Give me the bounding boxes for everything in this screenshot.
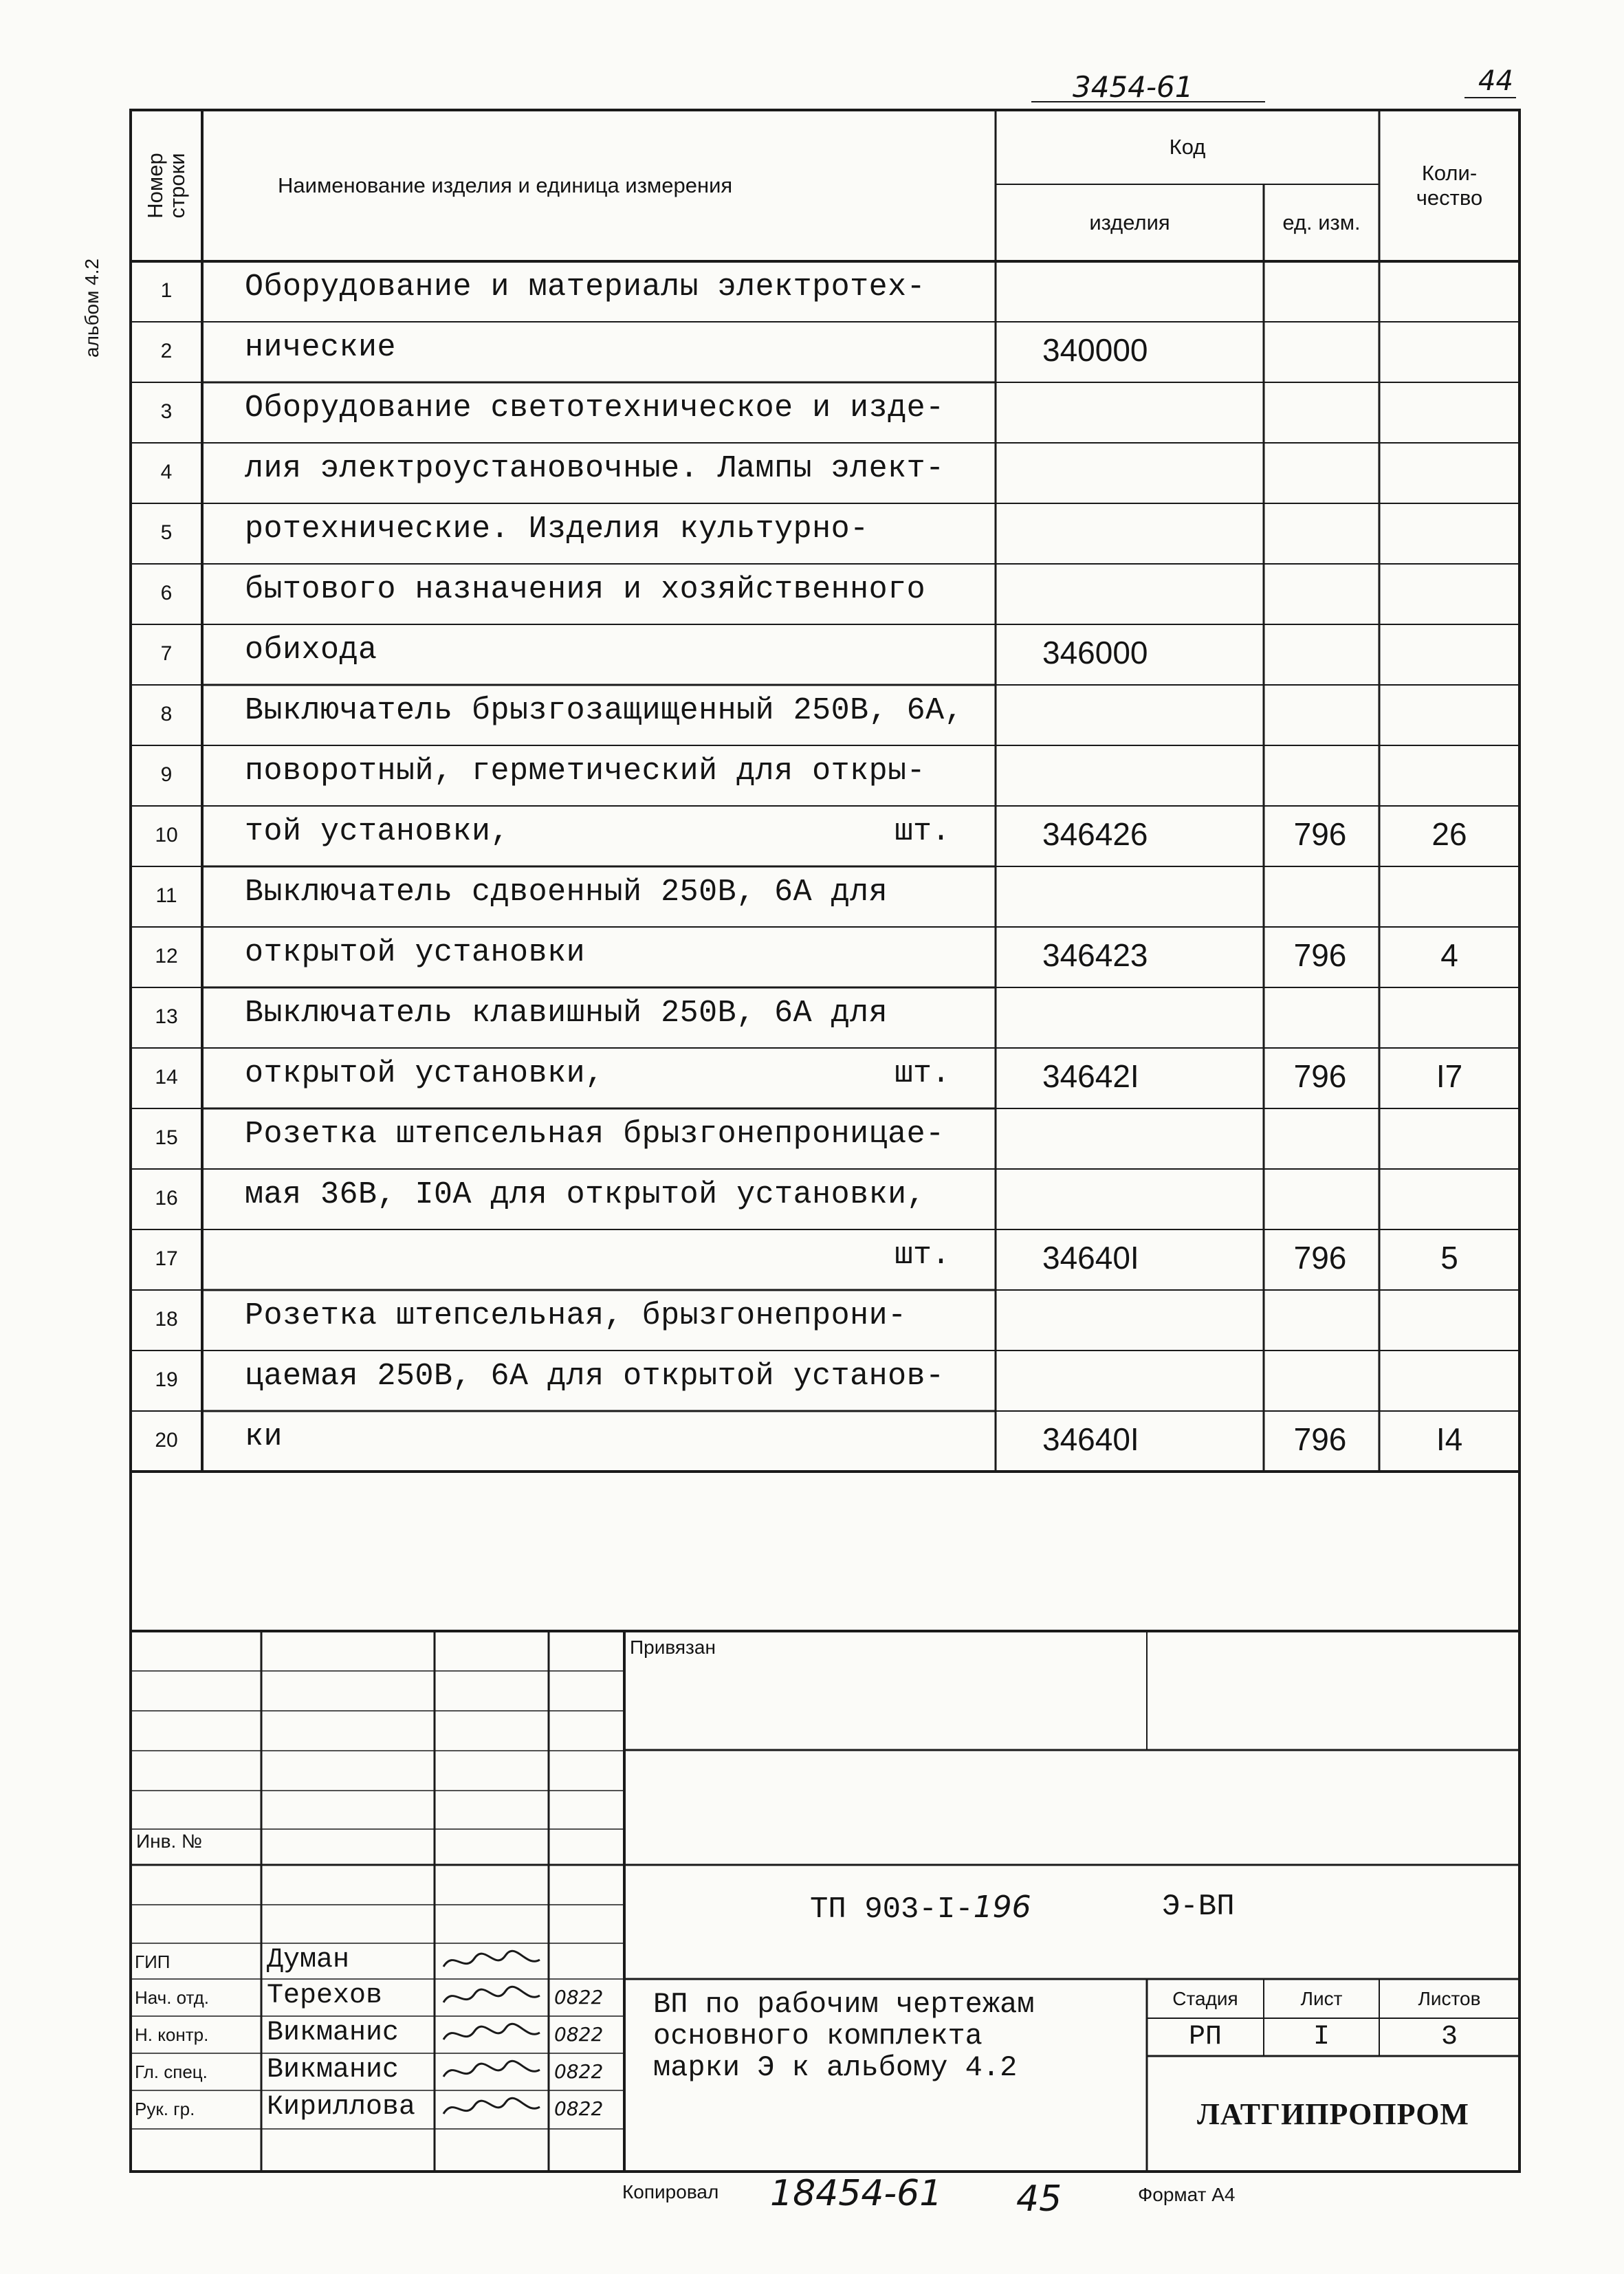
row-code: 34640I [1042,1240,1139,1276]
role-date: 0822 [554,2097,604,2120]
doc-description [653,1989,1035,2084]
row-number: 14 [155,1066,178,1089]
row-name: Выключатель брызгозащищенный 250В, 6А, [245,693,964,728]
sheet-number-handwritten: 44 [1478,65,1513,97]
footer-format: Формат А4 [1138,2184,1236,2205]
row-unit: шт. [894,1056,950,1091]
row-number: 12 [155,945,178,967]
row-code: 340000 [1042,332,1148,368]
header-code-item: изделия [1089,210,1170,234]
row-name: ки [245,1419,283,1454]
row-number: 10 [155,824,178,846]
description-line: ВП по рабочим чертежам [653,1988,1035,2021]
role-person-name: Думан [267,1945,350,1976]
sheet-label: Лист [1300,1987,1343,2009]
doc-code: ТП 903-I-196 [810,1890,1031,1927]
row-name: той установки, [245,814,510,849]
sheets-value: 3 [1440,2022,1458,2053]
row-code: 346426 [1042,816,1148,852]
description-line: марки Э к альбому 4.2 [653,2051,1018,2084]
row-number: 11 [155,884,177,907]
row-quantity: I4 [1436,1421,1463,1457]
doc-mark: Э-ВП [1162,1890,1235,1924]
stage-value: РП [1188,2022,1222,2053]
row-quantity: 26 [1431,816,1467,852]
row-number: 1 [160,279,173,302]
header-row-number: Номер строки [143,153,189,219]
footer-copied-label: Копировал [622,2181,719,2202]
footer-copied-number: 18454-61 [770,2173,943,2214]
signature-scribble [440,1946,543,1978]
row-name: лия электроустановочные. Лампы элект- [245,451,945,486]
row-number: 9 [160,763,173,786]
row-number: 13 [155,1005,178,1028]
row-unit-code: 796 [1293,816,1347,852]
doc-number-handwritten: 3454-61 [1073,70,1194,104]
row-unit-code: 796 [1293,1421,1347,1457]
signature-scribble [440,2093,543,2125]
footer-page-number: 45 [1016,2178,1062,2220]
role-person-name: Викманис [267,2018,399,2048]
privyazan-label: Привязан [630,1637,716,1658]
row-name: открытой установки [245,935,586,970]
row-quantity: I7 [1436,1058,1463,1094]
signature-scribble [440,2019,543,2051]
row-name: ротехнические. Изделия культурно- [245,512,869,547]
row-unit-code: 796 [1293,1240,1347,1276]
organization-name: ЛАТГИПРОПРОМ [1197,2097,1469,2131]
role-person-name: Викманис [267,2055,399,2086]
role-date: 0822 [554,2023,604,2046]
row-code: 34640I [1042,1421,1139,1457]
album-label: альбом 4.2 [81,258,102,358]
role-label: Н. контр. [135,2024,209,2045]
stage-label: Стадия [1172,1987,1238,2009]
row-number: 4 [160,461,173,483]
role-label: Гл. спец. [135,2062,208,2082]
row-number: 18 [155,1308,178,1331]
role-person-name: Терехов [267,1980,383,2011]
row-name: бытового назначения и хозяйственного [245,572,926,607]
row-number: 20 [155,1429,178,1452]
role-label: ГИП [135,1952,171,1972]
description-line: основного комплекта [653,2020,983,2053]
row-name: поворотный, герметический для откры- [245,754,926,789]
row-name: Розетка штепсельная брызгонепроницае- [245,1117,945,1152]
header-quantity: Коли- чество [1416,161,1483,210]
row-quantity: 4 [1440,937,1458,973]
row-name: Выключатель клавишный 250В, 6А для [245,996,888,1031]
row-number: 7 [160,642,173,665]
row-number: 8 [160,703,173,725]
header-name: Наименование изделия и единица измерения [278,173,733,197]
row-number: 17 [155,1247,178,1270]
row-unit-code: 796 [1293,1058,1347,1094]
signature-scribble [440,2056,543,2088]
row-code: 34642I [1042,1058,1139,1094]
row-unit: шт. [894,1238,950,1273]
row-number: 5 [160,521,173,544]
row-number: 3 [160,400,173,423]
role-label: Рук. гр. [135,2099,195,2119]
row-number: 19 [155,1368,178,1391]
row-code: 346423 [1042,937,1148,973]
row-name: цаемая 250В, 6А для открытой установ- [245,1359,945,1394]
row-name: нические [245,330,397,365]
inv-no-label: Инв. № [136,1830,203,1852]
header-code: Код [1169,135,1206,159]
row-number: 16 [155,1187,178,1210]
row-name: открытой установки, [245,1056,604,1091]
row-number: 6 [160,582,173,604]
role-label: Нач. отд. [135,1987,209,2008]
role-date: 0822 [554,1986,604,2009]
row-name: обихода [245,633,377,668]
row-name: Розетка штепсельная, брызгонепрони- [245,1298,907,1333]
row-number: 2 [160,340,173,362]
row-code: 346000 [1042,635,1148,670]
row-name: мая 36В, I0А для открытой установки, [245,1177,926,1212]
row-name: Выключатель сдвоенный 250В, 6А для [245,875,888,910]
signature-scribble [440,1982,543,2013]
row-name: Оборудование светотехническое и изде- [245,391,945,426]
sheets-label: Листов [1418,1987,1481,2009]
role-person-name: Кириллова [267,2092,416,2123]
row-number: 15 [155,1126,178,1149]
role-date: 0822 [554,2060,604,2083]
row-unit-code: 796 [1293,937,1347,973]
sheet-value: I [1313,2022,1330,2053]
row-unit: шт. [894,814,950,849]
header-code-unit: ед. изм. [1282,210,1361,234]
row-name: Оборудование и материалы электротех- [245,270,926,305]
row-quantity: 5 [1440,1240,1458,1276]
